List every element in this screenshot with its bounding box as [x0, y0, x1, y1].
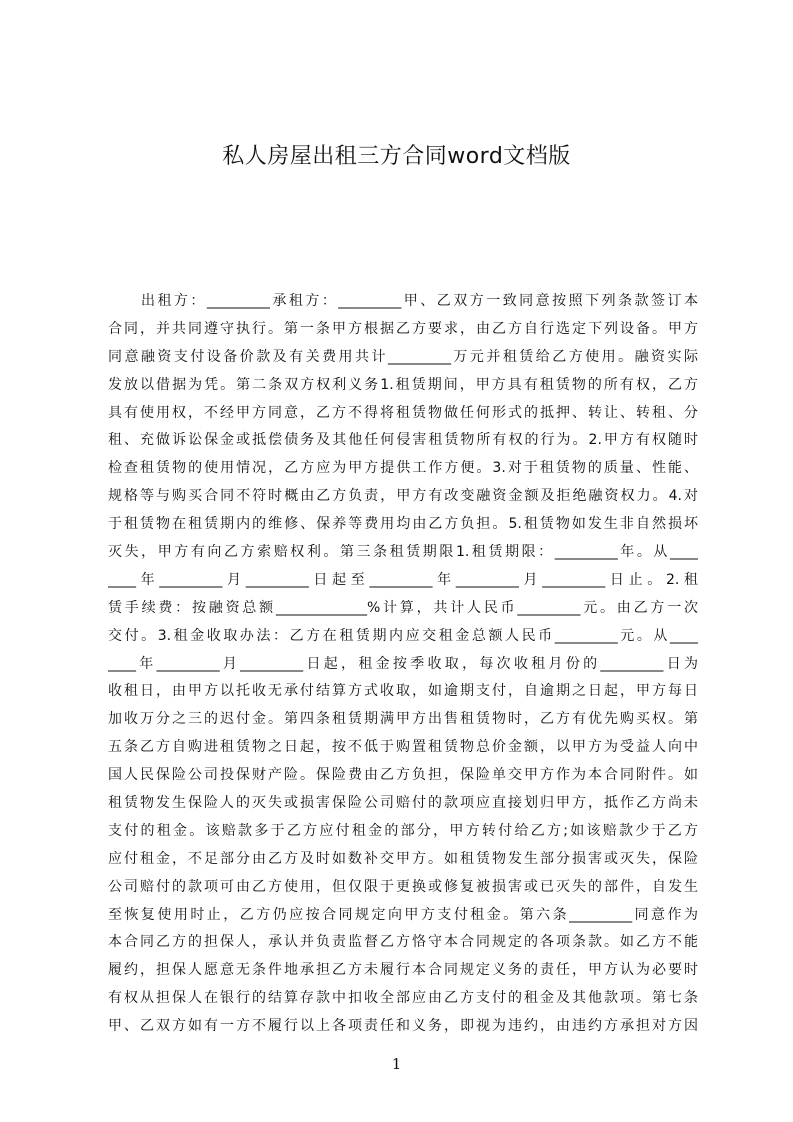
body-line: ____年_________月_________日起，租金按季收取，每次收租月份的_________日为 [108, 655, 698, 672]
body-line: 租赁物发生保险人的灭失或损害保险公司赔付的款项应直接划归甲方，抵作乙方尚未 [108, 795, 698, 812]
body-line: 具有使用权，不经甲方同意，乙方不得将租赁物做任何形式的抵押、转让、转租、分 [108, 404, 698, 421]
body-line: 赁手续费：按融资总额_____________%计算，共计人民币_________元。由乙方一次 [108, 599, 698, 616]
body-line: 合同，并共同遵守执行。第一条甲方根据乙方要求，由乙方自行选定下列设备。甲方 [108, 320, 698, 337]
body-line: 公司赔付的款项可由乙方使用，但仅限于更换或修复被损害或已灭失的部件，自发生 [108, 878, 698, 895]
body-line: 至恢复使用时止，乙方仍应按合同规定向甲方支付租金。第六条_________同意作为 [108, 906, 698, 923]
document-title: 私人房屋出租三方合同word文档版 [222, 144, 571, 169]
body-line: 同意融资支付设备价款及有关费用共计_________万元并租赁给乙方使用。融资实际 [108, 348, 698, 365]
body-line: 规格等与购买合同不符时概由乙方负责，甲方有改变融资金额及拒绝融资权力。4.对 [108, 488, 698, 505]
body-line: 发放以借据为凭。第二条双方权利义务1.租赁期间，甲方具有租赁物的所有权，乙方 [108, 376, 698, 393]
body-line: 支付的租金。该赔款多于乙方应付租金的部分，甲方转付给乙方;如该赔款少于乙方 [108, 822, 698, 839]
body-line: 应付租金，不足部分由乙方及时如数补交甲方。如租赁物发生部分损害或灭失，保险 [108, 850, 698, 867]
body-line: 出租方：_________承租方：_________甲、乙双方一致同意按照下列条款签订本 [108, 293, 698, 309]
page-number: 1 [391, 1055, 402, 1073]
body-line: 灭失，甲方有向乙方索赔权利。第三条租赁期限1.租赁期限：_________年。从____ [108, 544, 698, 561]
body-line: 有权从担保人在银行的结算存款中扣收全部应由乙方支付的租金及其他款项。第七条 [108, 990, 698, 1007]
body-line: 租、充做诉讼保金或抵偿债务及其他任何侵害租赁物所有权的行为。2.甲方有权随时 [108, 432, 698, 449]
document-body [108, 288, 698, 1041]
body-line: ____年_________月_________日起至_________年_________月_________日止。2.租 [108, 571, 698, 588]
body-line: 国人民保险公司投保财产险。保险费由乙方负担，保险单交甲方作为本合同附件。如 [108, 767, 698, 784]
body-line: 履约，担保人愿意无条件地承担乙方未履行本合同规定义务的责任，甲方认为必要时 [108, 962, 698, 979]
body-line: 于租赁物在租赁期内的维修、保养等费用均由乙方负担。5.租赁物如发生非自然损坏 [108, 516, 698, 533]
body-line: 加收万分之三的迟付金。第四条租赁期满甲方出售租赁物时，乙方有优先购买权。第 [108, 711, 698, 728]
body-line: 收租日，由甲方以托收无承付结算方式收取，如逾期支付，自逾期之日起，甲方每日 [108, 683, 698, 700]
body-line: 检查租赁物的使用情况，乙方应为甲方提供工作方便。3.对于租赁物的质量、性能、 [108, 460, 698, 477]
body-line: 交付。3.租金收取办法：乙方在租赁期内应交租金总额人民币_________元。从____ [108, 627, 698, 644]
body-line: 五条乙方自购进租赁物之日起，按不低于购置租赁物总价金额，以甲方为受益人向中 [108, 739, 698, 756]
body-line: 甲、乙双方如有一方不履行以上各项责任和义务，即视为违约，由违约方承担对方因 [108, 1018, 698, 1035]
body-line: 本合同乙方的担保人，承认并负责监督乙方恪守本合同规定的各项条款。如乙方不能 [108, 934, 698, 951]
